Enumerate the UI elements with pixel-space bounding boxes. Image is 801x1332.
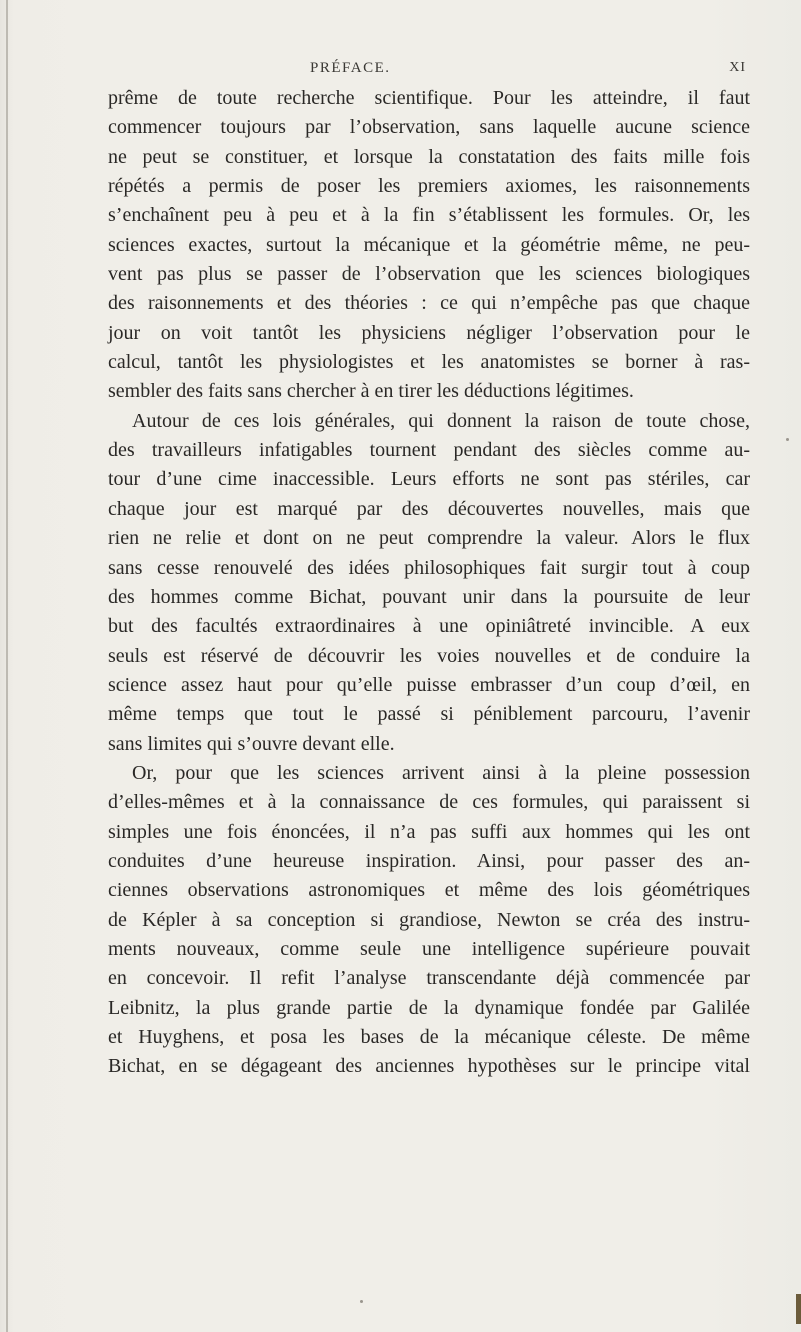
page-corner-mark [796,1294,801,1324]
paper-speck [786,438,789,441]
text-line: des raisonnements et des théories : ce qui n’empêche pas que chaque [108,292,750,315]
text-line: vent pas plus se passer de l’observation que les sciences biologiques [108,263,750,286]
text-line: tour d’une cime inaccessible. Leurs efforts ne sont pas stériles, car [108,468,750,491]
text-line: Leibnitz, la plus grande partie de la dynamique fondée par Galilée [108,996,750,1019]
body-text [108,84,750,1082]
text-line: sciences exactes, surtout la mécanique et la géométrie même, ne peu- [108,233,750,256]
text-line: seuls est réservé de découvrir les voies nouvelles et de conduire la [108,644,750,667]
text-line: Autour de ces lois générales, qui donnent la raison de toute chose, [132,409,750,432]
text-line: conduites d’une heureuse inspiration. Ainsi, pour passer des an- [108,849,750,872]
text-line: sans cesse renouvelé des idées philosophiques fait surgir tout à coup [108,556,750,579]
text-line: rien ne relie et dont on ne peut comprendre la valeur. Alors le flux [108,527,750,550]
text-line: des hommes comme Bichat, pouvant unir dans la poursuite de leur [108,585,750,608]
text-line: science assez haut pour qu’elle puisse embrasser d’un coup d’œil, en [108,673,750,696]
text-line: commencer toujours par l’observation, sans laquelle aucune science [108,116,750,139]
text-line: sans limites qui s’ouvre devant elle. [108,732,395,755]
text-line: d’elles-mêmes et à la connaissance de ces formules, qui paraissent si [108,791,750,814]
text-line: calcul, tantôt les physiologistes et les anatomistes se borner à ras- [108,351,750,374]
text-line: chaque jour est marqué par des découvertes nouvelles, mais que [108,497,750,520]
text-line: Bichat, en se dégageant des anciennes hypothèses sur le principe vital [108,1055,750,1078]
text-line: des travailleurs infatigables tournent pendant des siècles comme au- [108,439,750,462]
text-line: jour on voit tantôt les physiciens négliger l’observation pour le [108,321,750,344]
text-line: ne peut se constituer, et lorsque la constatation des faits mille fois [108,145,750,168]
page-number: XI [729,60,746,75]
text-line: s’enchaînent peu à peu et à la fin s’établissent les formules. Or, les [108,204,750,227]
running-head [108,60,748,80]
paper-speck [360,1300,363,1303]
text-line: de Képler à sa conception si grandiose, Newton se créa des instru- [108,908,750,931]
text-line: ments nouveaux, comme seule une intelligence supérieure pouvait [108,937,750,960]
text-line: et Huyghens, et posa les bases de la mécanique céleste. De même [108,1026,750,1048]
text-line: en concevoir. Il refit l’analyse transcendante déjà commencée par [108,967,750,990]
text-line: Or, pour que les sciences arrivent ainsi à la pleine possession [132,761,750,784]
text-line: ciennes observations astronomiques et même des lois géométriques [108,879,750,902]
page-binding-edge [6,0,8,1332]
running-head-title: PRÉFACE. [310,60,391,76]
text-line: but des facultés extraordinaires à une opiniâtreté invincible. A eux [108,615,750,638]
text-line: même temps que tout le passé si péniblement parcouru, l’avenir [108,703,750,726]
text-line: prême de toute recherche scientifique. Pour les atteindre, il faut [108,87,750,109]
text-line: simples une fois énoncées, il n’a pas suffi aux hommes qui les ont [108,820,750,843]
text-line: répétés a permis de poser les premiers axiomes, les raisonnements [108,175,750,198]
text-line: sembler des faits sans chercher à en tirer les déductions légitimes. [108,380,634,403]
